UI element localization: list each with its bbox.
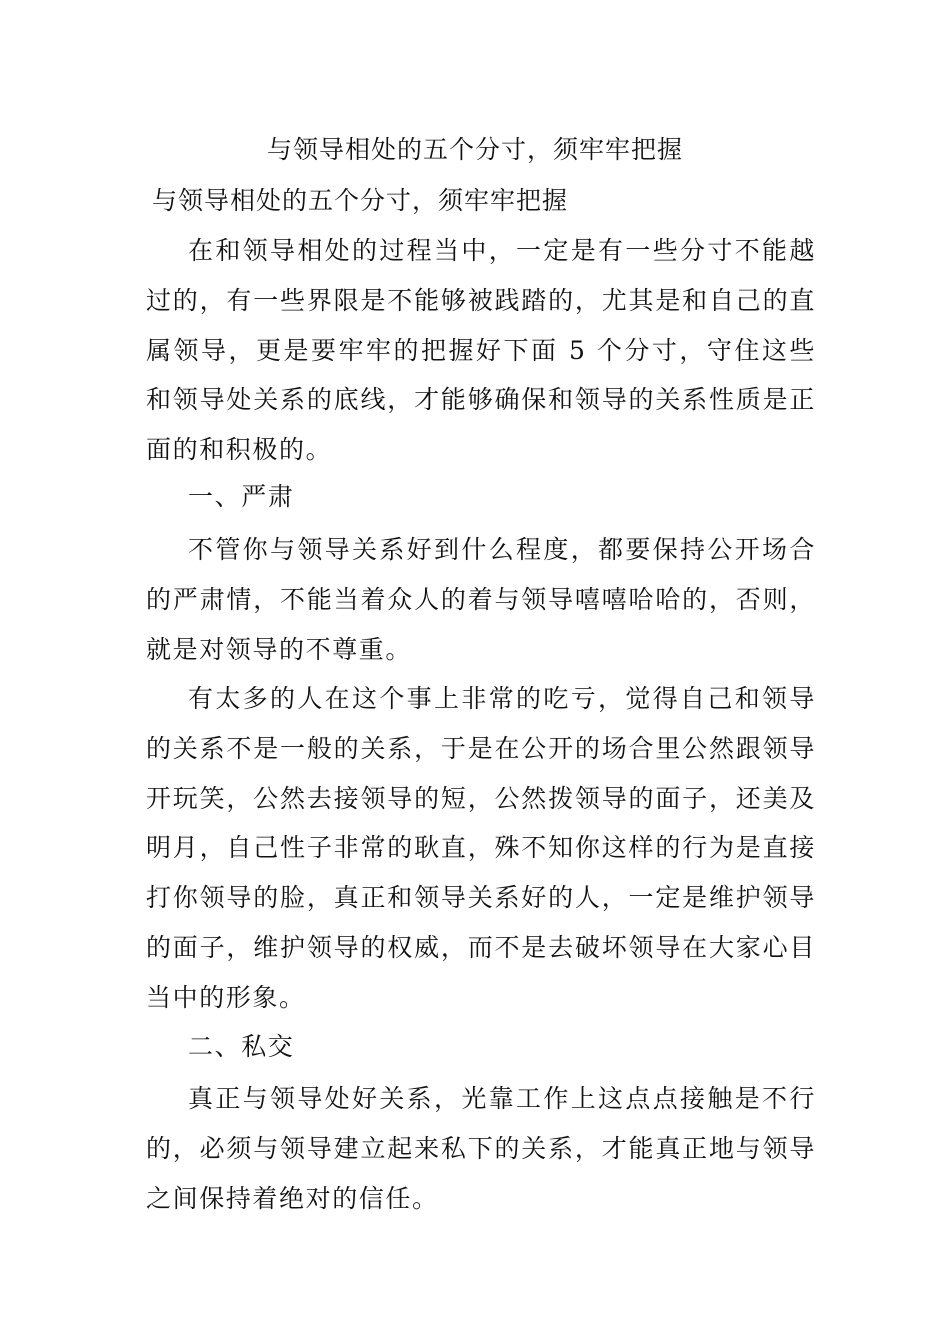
document-subtitle: 与领导相处的五个分寸，须牢牢把握 [152,186,569,215]
section2-heading: 二、私交 [188,1032,295,1061]
section2-paragraph-1: 真正与领导处好关系，光靠工作上这点点接触是不行的，必须与领导建立起来私下的关系，才能真正地与领导之间保持着绝对的信任。 [146,1084,816,1213]
intro-paragraph: 在和领导相处的过程当中，一定是有一些分寸不能越过的，有一些界限是不能够被践踏的，尤其是和自己的直属领导，更是要牢牢的把握好下面 5 个分寸，守住这些和领导处关系的底线，才能够确保和领导的关系性质是正面的和积极的。 [146,236,816,465]
document-title: 与领导相处的五个分寸，须牢牢把握 [266,135,683,164]
section1-heading: 一、严肃 [188,482,295,511]
section1-paragraph-1: 不管你与领导关系好到什么程度，都要保持公开场合的严肃情，不能当着众人的着与领导嘻嘻哈哈的，否则，就是对领导的不尊重。 [146,535,816,664]
section1-paragraph-2: 有太多的人在这个事上非常的吃亏，觉得自己和领导的关系不是一般的关系，于是在公开的场合里公然跟领导开玩笑，公然去接领导的短，公然拨领导的面子，还美及明月，自己性子非常的耿直，殊不知你这样的行为是直接打你领导的脸，真正和领导关系好的人，一定是维护领导的面子，维护领导的权威，而不是去破坏领导在大家心目当中的形象。 [146,684,816,1012]
